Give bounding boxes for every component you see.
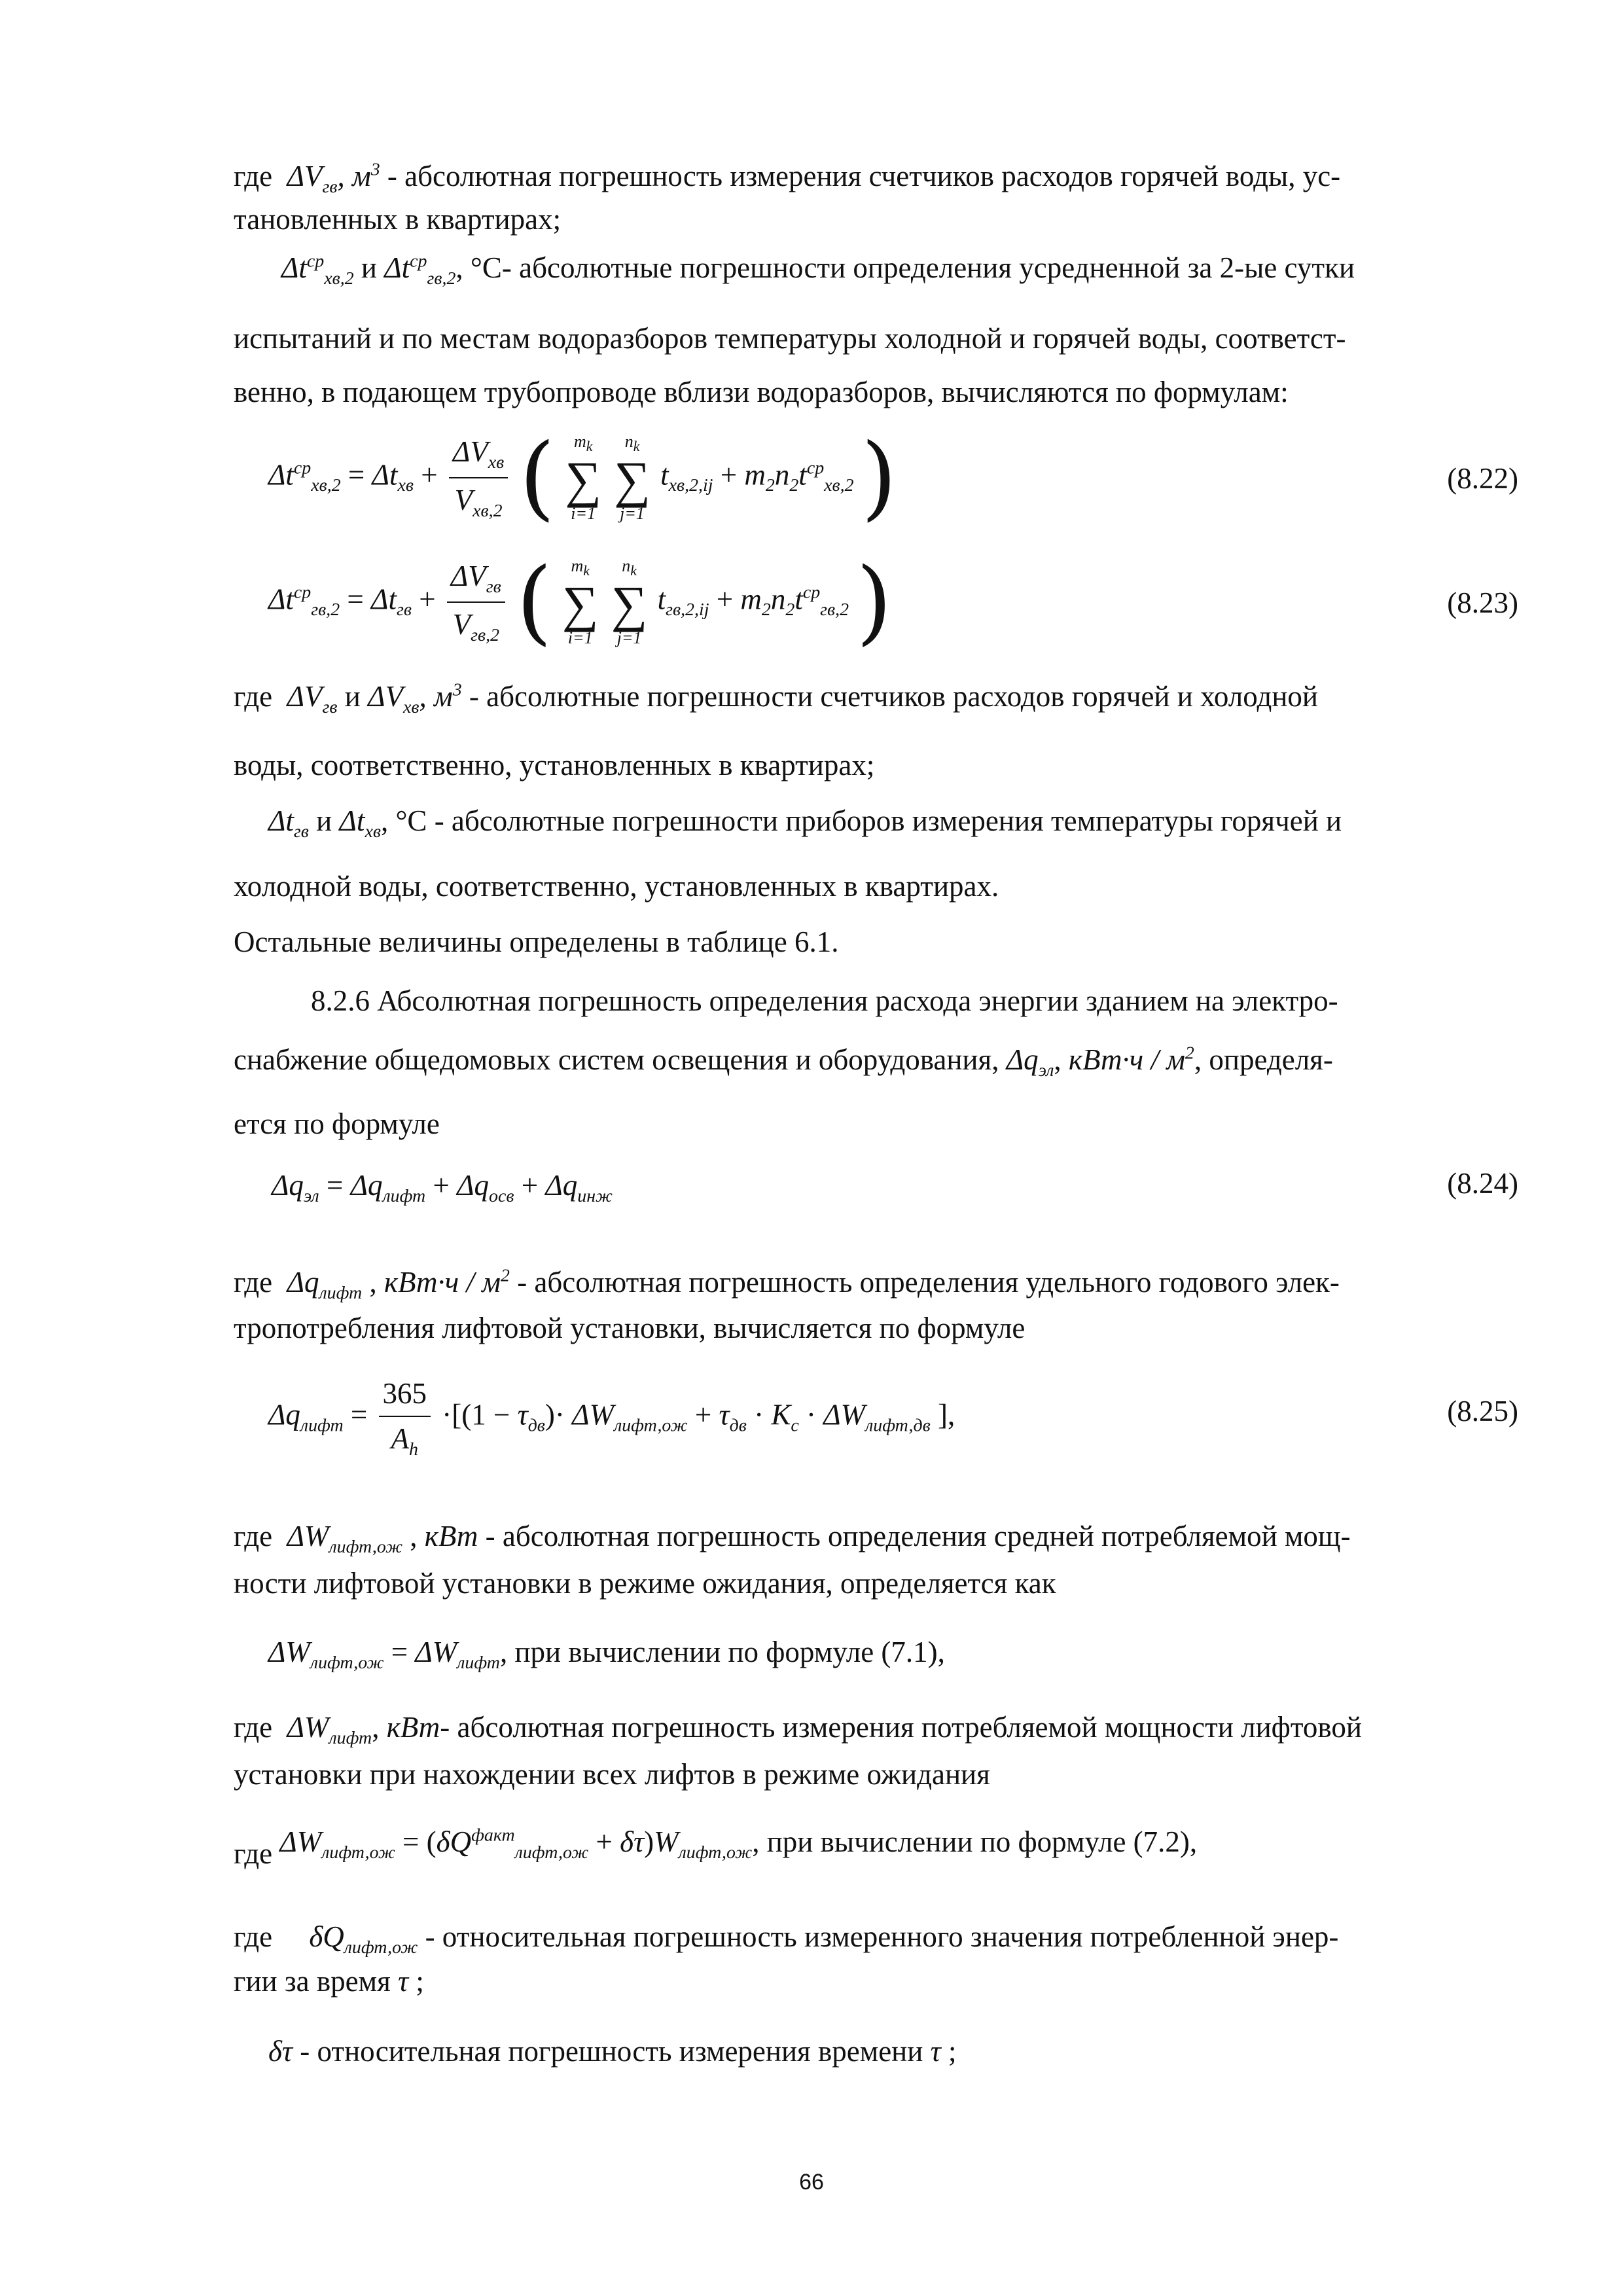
text-p4: испытаний и по местам водоразборов температуры холодной и горячей воды, соответст- xyxy=(234,322,1346,355)
text-p3: °С- абсолютные погрешности определения усредненной за 2-ые сутки xyxy=(470,251,1355,284)
para-line-11 xyxy=(311,982,1596,1020)
word-gde: где xyxy=(234,1520,273,1552)
para-line-22: где $\delta Q_{лифт,ож}$ - относительная погрешность измеренного значения потребленной энер- xyxy=(234,1920,1339,1958)
equation-8-22: $\Delta t^{ср}_{хв,2} = \Delta t_{хв}$ + $\frac{\Delta V_{хв}}{V_{хв,2}}$ ( $m_k$ ∑ i=1 $n_k$ ∑ j=1 $t_{хв,2,ij} + m_2n_2t^{ср}_{хв,2}$ ) xyxy=(268,424,897,531)
para-line-3: $\Delta t^{ср}_{хв,2}$ и $\Delta t^{ср}_{гв,2}$, °С- абсолютные погрешности определения усредненной за 2-ые сутки xyxy=(281,251,1355,289)
text-p5: венно, в подающем трубопроводе вблизи водоразборов, вычисляются по формулам: xyxy=(234,376,1289,408)
para-line-4 xyxy=(234,319,1518,358)
para-line-9 xyxy=(234,867,1518,906)
word-and: и xyxy=(344,680,361,713)
word-gde: где xyxy=(234,1711,273,1744)
word-gde: где xyxy=(234,1920,273,1953)
word-and: и xyxy=(361,251,377,284)
para-line-21: где $\Delta W_{лифт,ож} = (\delta Q^{факт}_{лифт,ож} + \delta\tau)W_{лифт,ож}$, при вычислении по формуле (7.2), xyxy=(234,1825,1198,1870)
eq-number-8-22: (8.22) xyxy=(1447,462,1518,495)
para-line-6: где $\Delta V_{гв}$ и $\Delta V_{хв}$, $м^3$ - абсолютные погрешности счетчиков расходов горячей и холодной xyxy=(234,679,1319,717)
equation-8-25: $\Delta q_{лифт}$ = $\frac{365}{A_h}$ $\cdot[(1 - \tau_{дв})\cdot \Delta W_{лифт,ож} + \tau_{дв} \cdot K_c \cdot \Delta W_{лифт,дв}$ ], xyxy=(268,1374,1553,1462)
text-p8: °С - абсолютные погрешности приборов измерения температуры горячей и xyxy=(395,804,1342,837)
area-subscript: h xyxy=(409,1439,418,1460)
eq-number-8-23: (8.23) xyxy=(1447,586,1518,619)
text-p12a: снабжение общедомовых систем освещения и оборудования, xyxy=(234,1043,999,1076)
text-p18: , при вычислении по формуле (7.1), xyxy=(499,1636,945,1668)
text-p13: ется по формуле xyxy=(234,1107,440,1140)
text-p14: - абсолютная погрешность определения удельного годового элек- xyxy=(517,1266,1340,1299)
text-p19: - абсолютная погрешность измерения потребляемой мощности лифтовой xyxy=(440,1711,1362,1744)
equation-8-24: $\Delta q_{эл} = \Delta q_{лифт} + \Delta q_{осв} + \Delta q_{инж}$ xyxy=(272,1169,613,1206)
para-line-8: $\Delta t_{гв}$ и $\Delta t_{хв}$, °С - абсолютные погрешности приборов измерения температуры горячей и xyxy=(268,804,1342,842)
para-line-23: гии за время τ ; xyxy=(234,1965,424,1998)
text-p11: 8.2.6 Абсолютная погрешность определения расхода энергии зданием на электро- xyxy=(311,984,1338,1017)
para-line-12: снабжение общедомовых систем освещения и оборудования, $\Delta q_{эл}$, $кВт\cdot ч / м^2$, определя- xyxy=(234,1043,1333,1081)
para-line-20 xyxy=(234,1755,1518,1794)
para-line-10 xyxy=(234,923,1518,961)
text-p10: Остальные величины определены в таблице 6.1. xyxy=(234,925,839,958)
para-line-1: где $\Delta V_{гв}$, $м^3$ - абсолютная погрешность измерения счетчиков расходов горячей воды, ус- xyxy=(234,159,1341,197)
eq-number-8-24: (8.24) xyxy=(1447,1167,1518,1200)
word-gde: где xyxy=(234,1266,273,1299)
para-line-16: где $\Delta W_{лифт,ож}$ , кВт - абсолютная погрешность определения средней потребляемой мощ- xyxy=(234,1520,1351,1557)
para-line-7 xyxy=(234,746,1518,785)
area-symbol: A xyxy=(391,1422,410,1455)
text-p7: воды, соответственно, установленных в квартирах; xyxy=(234,749,875,781)
text-p9: холодной воды, соответственно, установленных в квартирах. xyxy=(234,870,999,903)
text-p15: тропотребления лифтовой установки, вычисляется по формуле xyxy=(234,1312,1026,1344)
equation-8-23: $\Delta t^{ср}_{гв,2} = \Delta t_{гв}$ + $\frac{\Delta V_{гв}}{V_{гв,2}}$ ( $m_k$ ∑ i=1 $n_k$ ∑ j=1 $t_{гв,2,ij} + m_2n_2t^{ср}_{гв,2}$ ) xyxy=(268,548,892,655)
text-p17: ности лифтовой установки в режиме ожидания, определяется как xyxy=(234,1567,1056,1600)
para-line-24: δτ - относительная погрешность измерения времени τ ; xyxy=(268,2035,957,2068)
para-line-15 xyxy=(234,1309,1518,1348)
para-line-14: где $\Delta q_{лифт}$ , $кВт\cdot ч / м^2$ - абсолютная погрешность определения удельного годового элек- xyxy=(234,1265,1340,1303)
text-p16: - абсолютная погрешность определения средней потребляемой мощ- xyxy=(485,1520,1351,1552)
page-number: 66 xyxy=(799,2170,824,2195)
word-gde: где xyxy=(234,160,273,192)
para-line-2 xyxy=(234,200,1518,239)
text-p1: - абсолютная погрешность измерения счетчиков расходов горячей воды, ус- xyxy=(387,160,1341,192)
para-line-18: $\Delta W_{лифт,ож} = \Delta W_{лифт}$, при вычислении по формуле (7.1), xyxy=(268,1636,945,1673)
text-p24: - относительная погрешность измерения времени xyxy=(300,2035,923,2068)
text-p6: - абсолютные погрешности счетчиков расходов горячей и холодной xyxy=(469,680,1319,713)
text-p22: - относительная погрешность измеренного значения потребленной энер- xyxy=(425,1920,1339,1953)
text-p2: тановленных в квартирах; xyxy=(234,203,562,236)
para-line-13 xyxy=(234,1105,1518,1143)
para-line-17 xyxy=(234,1564,1518,1603)
word-gde: где xyxy=(234,680,273,713)
eq-number-8-25: (8.25) xyxy=(1447,1395,1518,1427)
text-p23: гии за время xyxy=(234,1965,391,1998)
para-line-19: где $\Delta W_{лифт}$, кВт- абсолютная погрешность измерения потребляемой мощности лифтовой xyxy=(234,1711,1362,1748)
text-p21: при вычислении по формуле (7.2), xyxy=(766,1825,1198,1858)
word-gde: где xyxy=(234,1837,273,1870)
frac-numerator-365: 365 xyxy=(379,1374,431,1417)
para-line-5 xyxy=(234,373,1518,412)
word-and: и xyxy=(316,804,332,837)
text-p12b: , определя- xyxy=(1194,1043,1333,1076)
text-p20: установки при нахождении всех лифтов в режиме ожидания xyxy=(234,1758,990,1791)
